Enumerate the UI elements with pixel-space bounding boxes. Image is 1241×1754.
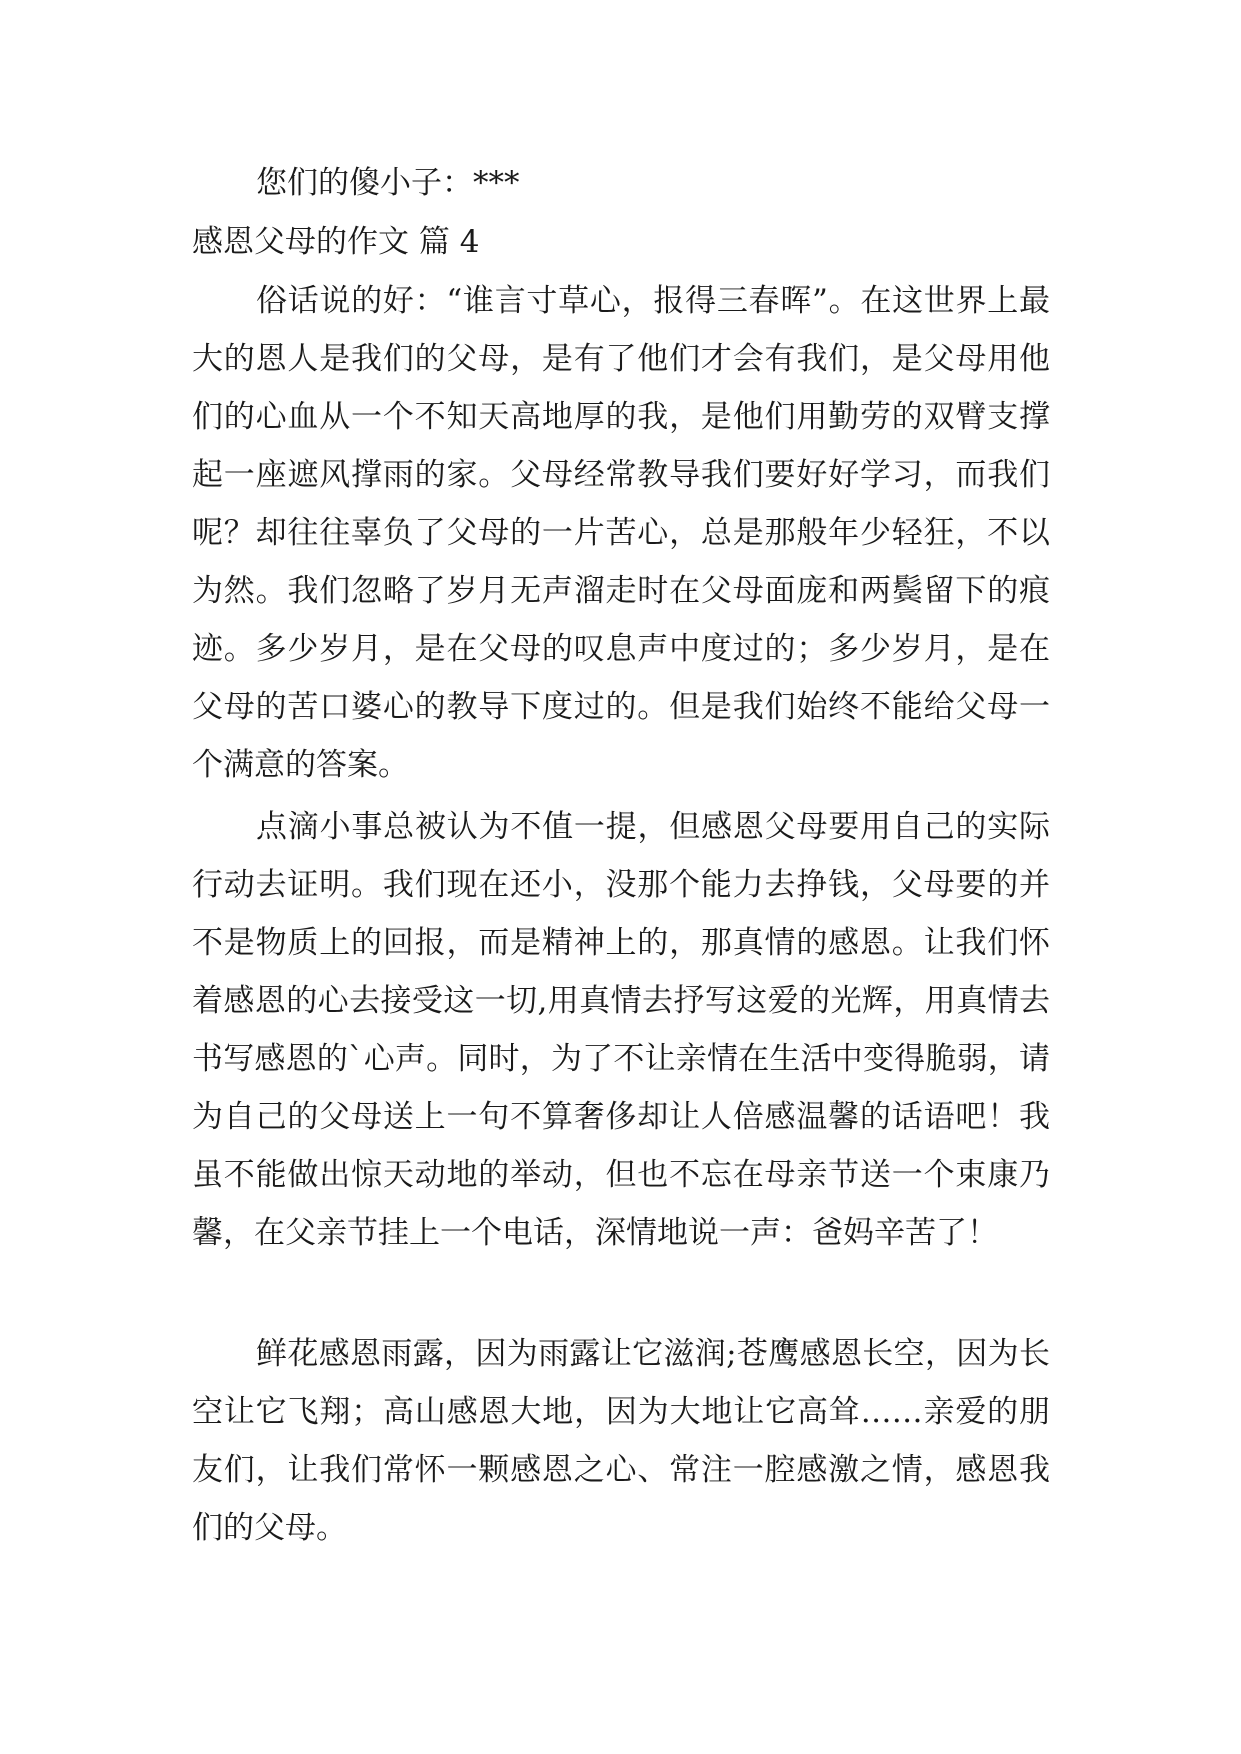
paragraph-1	[192, 272, 1050, 794]
essay-heading: 感恩父母的作文 篇 4	[192, 224, 480, 260]
paragraph-text: 鲜花感恩雨露，因为雨露让它滋润;苍鹰感恩长空，因为长空让它飞翔；高山感恩大地，因为大地让它高耸……亲爱的朋友们，让我们常怀一颗感恩之心、常注一腔感激之情，感恩我们的父母。	[192, 1336, 1050, 1546]
paragraph-3	[192, 1325, 1050, 1557]
paragraph-text: 点滴小事总被认为不值一提，但感恩父母要用自己的实际行动去证明。我们现在还小，没那个能力去挣钱，父母要的并不是物质上的回报，而是精神上的，那真情的感恩。让我们怀着感恩的心去接受这一切,用真情去抒写这爱的光辉，用真情去书写感恩的`心声。同时，为了不让亲情在生活中变得脆弱，请为自己的父母送上一句不算奢侈却让人倍感温馨的话语吧！我虽不能做出惊天动地的举动，但也不忘在母亲节送一个束康乃馨，在父亲节挂上一个电话，深情地说一声：爸妈辛苦了！	[192, 809, 1050, 1251]
paragraph-text: 俗话说的好：“谁言寸草心，报得三春晖”。在这世界上最大的恩人是我们的父母，是有了他们才会有我们，是父母用他们的心血从一个不知天高地厚的我，是他们用勤劳的双臂支撑起一座遮风撑雨的家。父母经常教导我们要好好学习，而我们呢？却往往辜负了父母的一片苦心，总是那般年少轻狂，不以为然。我们忽略了岁月无声溜走时在父母面庞和两鬓留下的痕迹。多少岁月，是在父母的叹息声中度过的；多少岁月，是在父母的苦口婆心的教导下度过的。但是我们始终不能给父母一个满意的答案。	[192, 283, 1050, 783]
letter-signature: 您们的傻小子：***	[256, 165, 520, 201]
paragraph-2	[192, 798, 1050, 1262]
